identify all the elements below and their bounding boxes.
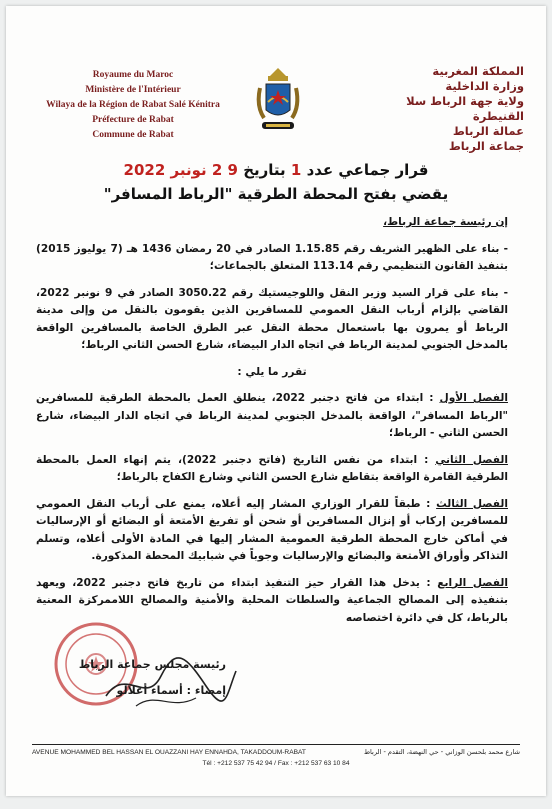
chapter-4-text: : يدخل هذا القرار حيز التنفيذ ابتداء من تاريخ فاتح دجنبر 2022، ويعهد بتنفيذه إلى المصالح الجماعية والسلطات المحلية والأمنية والمصالح اللاممركزة المعنية بالرباط، كل في دائرة اختصاصه: [36, 576, 508, 624]
decision-date: 9 2 نونبر 2022: [123, 161, 238, 179]
chapter-3-label: الفصل الثالث: [436, 497, 508, 510]
decision-body: [36, 214, 508, 636]
decide-line: تقرر ما يلي :: [237, 365, 307, 378]
header-ar-line: وزارة الداخلية: [445, 79, 524, 93]
chapter-1: [36, 390, 508, 443]
footer-address-ar: شارع محمد بلحسن الوزاني - حي النهضة، التقدم - الرباط: [363, 748, 520, 756]
title-line-2: يقضي بفتح المحطة الطرقية "الرباط المسافر": [103, 185, 449, 203]
document-page: [6, 6, 546, 796]
chapter-4-label: الفصل الرابع: [437, 576, 508, 589]
header-french: [28, 68, 238, 143]
header-ar-line: عمالة الرباط: [452, 124, 524, 138]
title-date-label: بتاريخ: [243, 161, 286, 179]
chapter-2-text: : ابتداء من نفس التاريخ (فاتح دجنبر 2022)، يتم إنهاء العمل بالمحطة الطرقية القامرة الواقعة بتقاطع شارع الحسن الثاني وشارع الكفاح بالرباط؛: [36, 453, 508, 483]
opening-line: إن رئيسة جماعة الرباط،: [383, 216, 508, 228]
chapter-1-label: الفصل الأول: [439, 392, 508, 404]
title-line-1: [66, 158, 486, 182]
handwritten-signature-icon: [36, 636, 246, 726]
header-ar-line: جماعة الرباط: [448, 139, 524, 153]
legal-basis-1: - بناء على الظهير الشريف رقم 1.15.85 الصادر في 20 رمضان 1436 هـ (7 يوليوز 2015) بتنفيذ القانون التنظيمي رقم 113.14 المتعلق بالجماعات؛: [36, 242, 508, 272]
header-fr-line: Ministère de l'Intérieur: [85, 85, 181, 95]
chapter-3: [36, 496, 508, 566]
footer-address-fr: AVENUE MOHAMMED BEL HASSAN EL OUAZZANI HAY ENNAHDA, TAKADDOUM-RABAT: [32, 749, 306, 756]
header-fr-line: Royaume du Maroc: [92, 70, 174, 80]
signature-label: إمضاء : أسماء أغلالو: [116, 684, 226, 697]
header-ar-line: المملكة المغربية: [432, 64, 524, 78]
footer-phone: Tél : +212 537 75 42 94 / Fax : +212 537 63 10 84: [202, 760, 350, 767]
signatory-role: رئيسة مجلس جماعة الرباط: [78, 658, 226, 671]
header-ar-line: ولاية جهة الرباط سلا القنيطرة: [406, 94, 524, 123]
legal-basis-2: - بناء على قرار السيد وزير النقل واللوجيستيك رقم 3050.22 الصادر في 9 نونبر 2022، القاضي بإلزام أرباب النقل العمومي للمسافرين الذين يقومون بالنقل من وإلى مدينة الرباط أو يمرون بها باستعمال محطة النقل عبر الطرق الخاصة بالمسافرين الواقعة بالمدخل الجنوبي لمدينة الرباط في اتجاه الدار البيضاء، شارع الحسن الثاني الرباط؛: [36, 286, 509, 351]
chapter-3-text: : طبقاً للقرار الوزاري المشار إليه أعلاه، يمنع على أرباب النقل العمومي للمسافرين إركاب أو إنزال المسافرين أو شحن أو تفريغ الأمتعة أو البضائع أو الإرساليات في أماكن خارج المحطة الطرقية العمومية المشار إليها في المادة الأولى أعلاه، وتسلم التذاكر وأوراق الأمتعة والبضائع والإرساليات وجوباً في شبابيك المحطة المذكورة.: [36, 497, 508, 562]
royal-emblem-icon: [250, 66, 306, 140]
header-fr-line: Commune de Rabat: [92, 130, 174, 140]
chapter-1-text: : ابتداء من فاتح دجنبر 2022، ينطلق العمل بالمحطة الطرقية للمسافرين "الرباط المسافر"، الواقعة بالمدخل الجنوبي لمدينة الرباط في اتجاه الدار البيضاء، شارع الحسن الثاني - الرباط؛: [36, 392, 508, 439]
header-fr-line: Wilaya de la Région de Rabat Salé Kénitra: [46, 100, 220, 110]
header-arabic: [364, 64, 524, 154]
footer-divider: [32, 744, 520, 745]
chapter-2: [36, 452, 508, 487]
decision-title: [66, 158, 486, 206]
header-fr-line: Préfecture de Rabat: [92, 115, 174, 125]
title-prefix: قرار جماعي عدد: [306, 161, 429, 179]
chapter-2-label: الفصل الثاني: [435, 453, 508, 466]
decision-number: 1: [290, 161, 302, 179]
